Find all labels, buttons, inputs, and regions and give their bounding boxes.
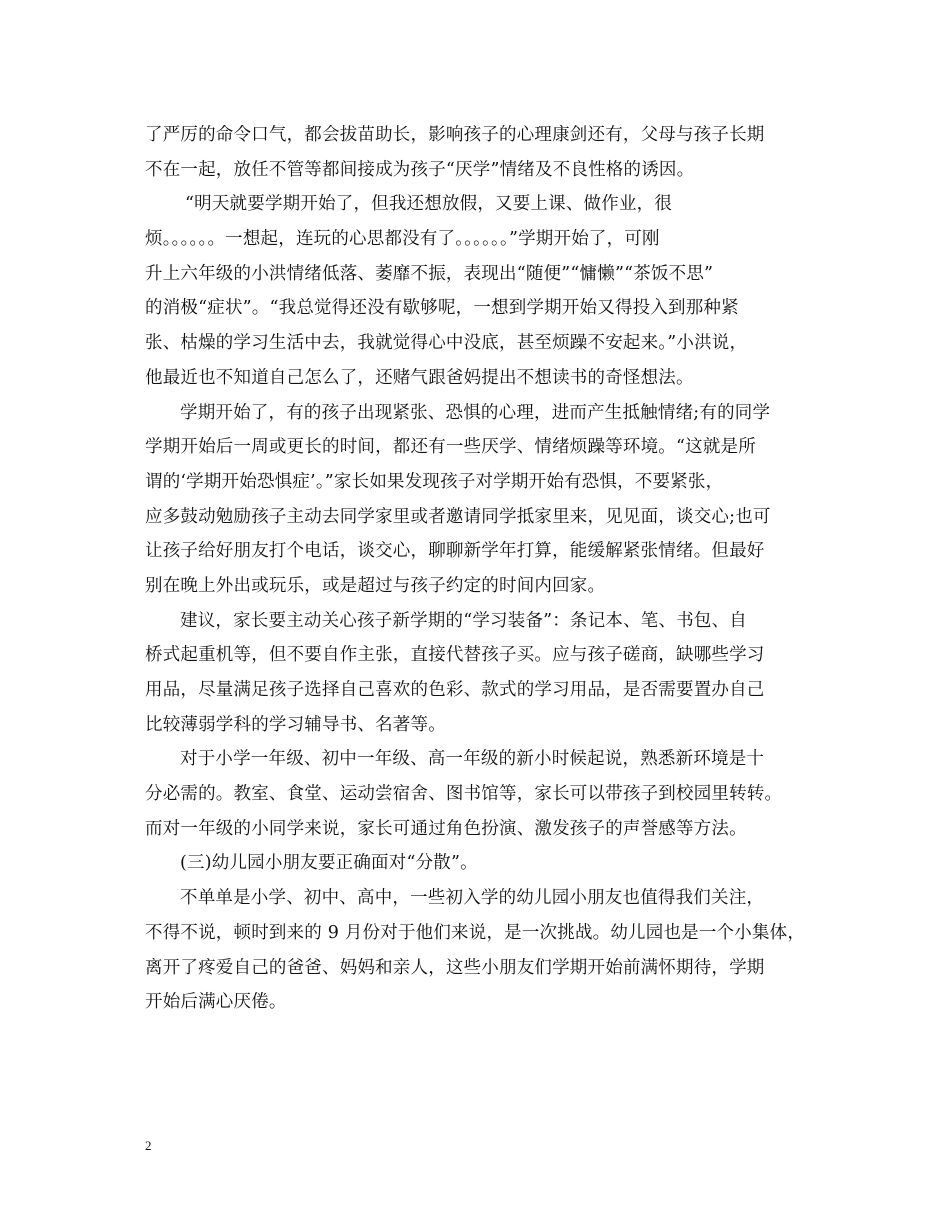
text-line: 分必需的。教室、食堂、运动尝宿舍、图书馆等，家长可以带孩子到校园里转转。 [145,784,783,805]
text-line: 谓的‘学期开始恐惧症’。”家长如果发现孩子对学期开始有恐惧，不要紧张， [145,471,724,492]
text-line: 学期开始了，有的孩子出现紧张、恐惧的心理，进而产生抵触情绪;有的同学 [180,402,771,423]
text-line: 不单单是小学、初中、高中，一些初入学的幼儿园小朋友也值得我们关注， [180,888,765,909]
text-line: 的消极“症状”。“我总觉得还没有歇够呢，一想到学期开始又得投入到那种紧 [145,298,739,319]
text-line: 比较薄弱学科的学习辅导书、名著等。 [145,714,446,735]
page-number: 2 [145,1138,152,1153]
body-text [145,118,835,1020]
text-line: 桥式起重机等，但不要自作主张，直接代替孩子买。应与孩子磋商，缺哪些学习 [145,645,765,666]
text-line: 建议，家长要主动关心孩子新学期的“学习装备”：条记本、笔、书包、自 [180,610,747,631]
text-line: 张、枯燥的学习生活中去，我就觉得心中没底，甚至烦躁不安起来。”小洪说， [145,333,748,354]
text-line: 不得不说，顿时到来的 9 月份对于他们来说，是一次挑战。幼儿园也是一个小集体， [145,922,806,943]
text-line: 应多鼓动勉励孩子主动去同学家里或者邀请同学抵家里来，见见面，谈交心;也可 [145,506,771,527]
text-line: 而对一年级的小同学来说，家长可通过角色扮演、激发孩子的声誉感等方法。 [145,818,747,839]
text-line: 不在一起，放任不管等都间接成为孩子“厌学”情绪及不良性格的诱因。 [145,159,695,180]
text-line: 用品，尽量满足孩子选择自己喜欢的色彩、款式的学习用品，是否需要置办自己 [145,680,765,700]
text-line: 他最近也不知道自己怎么了，还赌气跟爸妈提出不想读书的奇怪想法。 [145,367,694,388]
text-line: (三)幼儿园小朋友要正确面对“分散”。 [180,853,478,874]
text-line: 学期开始后一周或更长的时间，都还有一些厌学、情绪烦躁等环境。“这就是所 [145,437,756,458]
text-line: 了严厉的命令口气，都会拔苗助长，影响孩子的心理康剑还有，父母与孩子长期 [145,125,765,145]
text-line: 升上六年级的小洪情绪低落、萎靡不振，表现出“随便”“慵懒”“茶饭不思” [145,263,714,284]
text-line: 离开了疼爱自己的爸爸、妈妈和亲人，这些小朋友们学期开始前满怀期待，学期 [145,957,765,978]
text-line: 对于小学一年级、初中一年级、高一年级的新小时候起说，熟悉新环境是十 [180,749,765,770]
text-line: “明天就要学期开始了，但我还想放假，又要上课、做作业，很 [185,194,673,215]
text-line: 别在晚上外出或玩乐，或是超过与孩子约定的时间内回家。 [145,575,606,596]
text-line: 烦。。。。。。一想起，连玩的心思都没有了。。。。。。”学期开始了，可刚 [145,229,660,250]
text-line: 让孩子给好朋友打个电话，谈交心，聊聊新学年打算，能缓解紧张情绪。但最好 [145,541,765,562]
text-line: 开始后满心厌倦。 [145,992,287,1013]
